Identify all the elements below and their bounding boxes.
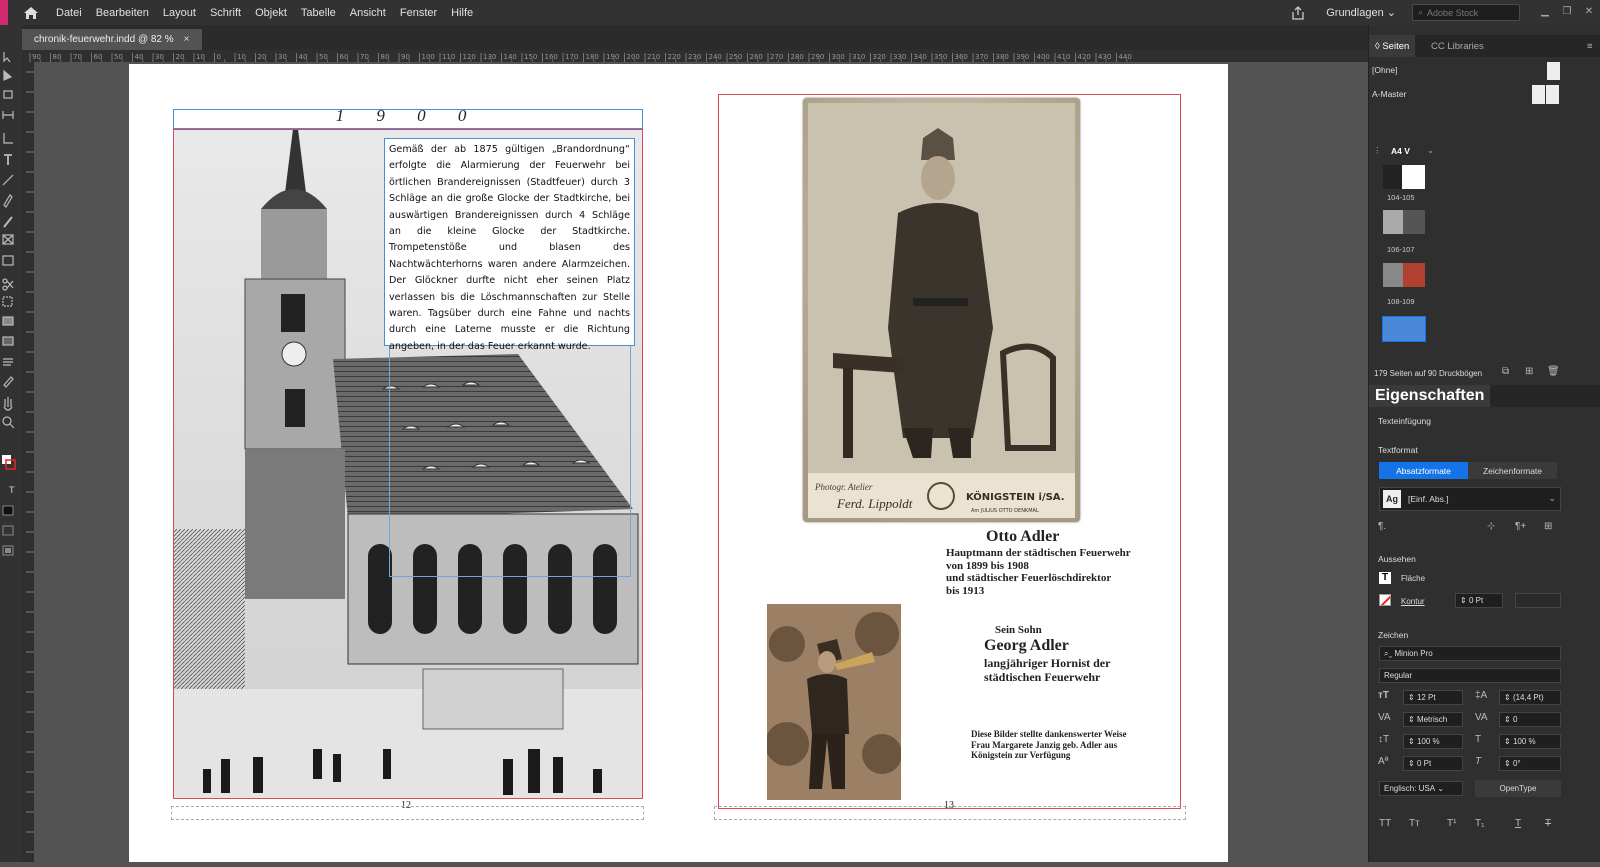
caption-otto-line-1: Hauptmann der städtischen Feuerwehr — [946, 547, 1131, 559]
character-label: Zeichen — [1378, 630, 1409, 640]
delete-page-icon[interactable]: 🗑 — [1547, 366, 1560, 377]
ruler-tick-label: 110 — [442, 53, 456, 61]
pencil-tool-icon — [4, 217, 12, 227]
skew-field[interactable]: ⇕ 0° — [1499, 756, 1561, 771]
type-tool-icon — [4, 155, 12, 165]
chevron-down-icon: ⌄ — [1548, 493, 1556, 503]
all-caps-icon[interactable]: TT — [1379, 818, 1392, 829]
scissors-icon — [3, 279, 7, 283]
ruler-tick-label: 200 — [626, 53, 640, 61]
kerning-field[interactable]: ⇕ Metrisch — [1403, 712, 1463, 727]
caption-otto-line-3: und städtischer Feuerlöschdirektor — [946, 572, 1112, 584]
leading-icon: ‡A — [1475, 690, 1488, 701]
app-logo[interactable] — [0, 0, 8, 25]
document-tab[interactable] — [22, 29, 202, 50]
ruler-tick-label: 150 — [524, 53, 538, 61]
footer-frame-left[interactable] — [171, 806, 644, 820]
caption-georg-line-1: langjähriger Hornist der — [984, 656, 1111, 670]
caption-otto-line-4: bis 1913 — [946, 584, 985, 597]
horizontal-ruler[interactable] — [22, 50, 1368, 62]
horizontal-scale-field[interactable]: ⇕ 100 % — [1499, 734, 1561, 749]
ruler-tick-label: 360 — [954, 53, 968, 61]
caption-georg-line-2: städtischen Feuerwehr — [984, 670, 1101, 684]
stroke-weight-field[interactable]: ⇕ 0 Pt — [1455, 593, 1503, 608]
ruler-tick-label: 230 — [688, 53, 702, 61]
gap-tool-icon — [3, 111, 13, 119]
style-dropdown[interactable] — [1379, 487, 1561, 511]
new-page-icon[interactable]: ⊞ — [1525, 366, 1534, 377]
ruler-tick-label: 310 — [852, 53, 866, 61]
ruler-tick-label: 90 — [32, 53, 41, 61]
vertical-ruler[interactable] — [22, 62, 34, 862]
line-tool-icon — [3, 175, 13, 185]
georg-adler-photo[interactable] — [767, 604, 901, 800]
font-style-dropdown[interactable]: Regular — [1379, 668, 1561, 683]
strikethrough-icon[interactable]: T — [1545, 818, 1552, 829]
context-label: Texteinfügung — [1378, 416, 1431, 426]
tab-pages[interactable]: ◊ Seiten — [1369, 35, 1415, 57]
caption-georg-name: Georg Adler — [984, 637, 1069, 654]
menu-objekt[interactable]: Objekt — [255, 6, 287, 19]
master-none[interactable]: [Ohne] — [1372, 65, 1398, 75]
menu-bar — [0, 0, 1600, 25]
direct-selection-tool-icon — [4, 71, 11, 80]
otto-adler-photo[interactable] — [803, 98, 1080, 522]
ruler-tick-label: 420 — [1077, 53, 1091, 61]
empty-text-frame[interactable] — [389, 342, 631, 577]
ruler-tick-label: 80 — [380, 53, 390, 61]
character-styles-button[interactable]: Zeichenformate — [1468, 462, 1557, 479]
document-tab-bar — [22, 25, 1368, 50]
superscript-icon[interactable]: T¹ — [1447, 818, 1457, 829]
panel-menu-icon[interactable]: ≡ — [1587, 40, 1593, 52]
ruler-tick-label: 280 — [790, 53, 804, 61]
ruler-tick-label: 180 — [585, 53, 599, 61]
free-transform-icon — [3, 297, 12, 306]
pages-summary: 179 Seiten auf 90 Druckbögen — [1374, 369, 1483, 378]
properties-tab-bar — [1369, 385, 1600, 407]
stroke-none-icon[interactable] — [1379, 594, 1391, 606]
close-window-icon[interactable]: ✕ — [1584, 5, 1594, 17]
ruler-tick-label: 50 — [114, 53, 123, 61]
ruler-tick-label: 390 — [1016, 53, 1030, 61]
ruler-tick-label: 120 — [462, 53, 476, 61]
content-collector-icon — [4, 133, 13, 143]
photo-credit — [971, 729, 1126, 761]
ruler-tick-label: 70 — [73, 53, 82, 61]
fill-text-icon[interactable]: T — [1379, 572, 1391, 584]
ruler-tick-label: 160 — [544, 53, 558, 61]
ruler-tick-label: 40 — [134, 53, 144, 61]
document-tab-title: chronik-feuerwehr.indd @ 82 % — [34, 34, 174, 45]
ruler-tick-label: 380 — [995, 53, 1009, 61]
tool-icons[interactable] — [0, 47, 22, 587]
note-tool-icon — [3, 359, 13, 365]
menu-hilfe[interactable]: Hilfe — [451, 6, 474, 19]
page-number-left: 12 — [401, 800, 411, 811]
menu-schrift[interactable]: Schrift — [209, 6, 242, 19]
hornist-illustration — [767, 604, 901, 800]
baseline-shift-icon: Aª — [1378, 756, 1389, 767]
page-list-icon: ⋮ — [1373, 145, 1382, 155]
preview-mode-icon — [3, 526, 13, 535]
ruler-tick-label: 440 — [1118, 53, 1132, 61]
ruler-tick-label: 80 — [52, 53, 62, 61]
ruler-tick-label: 260 — [749, 53, 763, 61]
language-dropdown[interactable]: Englisch: USA ⌄ — [1379, 781, 1463, 796]
ruler-tick-label: 400 — [1036, 53, 1050, 61]
body-text[interactable]: Gemäß der ab 1875 gültigen „Brandordnung“ erfolgte die Alarmierung der Feuerwehr bei örtlichen Brandereignissen (Stadtfeuer) durch 3 Schläge an die große Glocke der Stadtkirche, bei auswärtigen Brandereignissen durch 4 Schläge an die kleine Glocke der Stadtkirche. Trompetenstöße und blasen des Nachtwächterhorns waren andere Alarmzeichen. Der Glöckner durfte nicht eher seinen Platz verlassen bis die Löschmannschaften zur Stelle waren. Tagsüber durch eine Fahne und nachts durch eine Laterne musste er die Richtung angeben, in der das Feuer erkannt wurde. — [389, 144, 630, 352]
ruler-tick-label: 20 — [175, 53, 185, 61]
hand-tool-icon — [4, 397, 12, 410]
caption-georg-details — [984, 656, 1110, 684]
menu-tabelle[interactable]: Tabelle — [300, 6, 336, 19]
ruler-tick-label: 140 — [503, 53, 517, 61]
master-none-thumb[interactable] — [1547, 62, 1560, 80]
style-override-icon[interactable]: ¶+ — [1515, 521, 1527, 532]
workspace-switcher[interactable]: Grundlagen ⌄ — [1326, 7, 1396, 19]
ruler-tick-label: 290 — [811, 53, 825, 61]
opentype-button[interactable]: OpenType — [1475, 780, 1561, 797]
style-glyph-icon: Ag — [1383, 490, 1401, 508]
tab-properties[interactable]: Eigenschaften — [1369, 385, 1490, 407]
new-style-icon[interactable]: ⊞ — [1544, 521, 1553, 532]
ruler-tick-label: 40 — [298, 53, 308, 61]
ruler-tick-label: 220 — [667, 53, 681, 61]
kerning-icon: VA — [1378, 712, 1391, 723]
ruler-tick-label: 430 — [1098, 53, 1112, 61]
spread-label-108: 108-109 — [1387, 297, 1415, 306]
stock-search-input[interactable]: ⌕ Adobe Stock — [1412, 4, 1520, 21]
spread-thumb-106[interactable] — [1383, 210, 1425, 234]
spread-thumb-current[interactable] — [1383, 317, 1425, 341]
clear-overrides-icon[interactable]: ⊹ — [1487, 521, 1496, 532]
ruler-ticks — [22, 51, 1368, 62]
restore-icon[interactable]: ❐ — [1562, 5, 1572, 17]
ruler-tick-label: 10 — [196, 53, 205, 61]
pilcrow-icon[interactable]: ¶. — [1378, 521, 1387, 532]
ruler-tick-label: 210 — [647, 53, 661, 61]
ruler-tick-label: 190 — [606, 53, 620, 61]
credit-line-3: Königstein zur Verfügung — [971, 750, 1071, 761]
page-size-dropdown-icon[interactable]: ⌄ — [1427, 145, 1435, 155]
tab-cc-libraries[interactable]: CC Libraries — [1431, 40, 1484, 52]
ruler-tick-label: 320 — [872, 53, 886, 61]
master-a[interactable]: A-Master — [1372, 89, 1407, 99]
ruler-tick-label: 0 — [216, 53, 221, 61]
master-a-thumb-right[interactable] — [1546, 85, 1559, 104]
ruler-tick-label: 70 — [360, 53, 369, 61]
home-icon[interactable] — [22, 5, 40, 21]
vertical-scale-field[interactable]: ⇕ 100 % — [1403, 734, 1463, 749]
ruler-tick-label: 30 — [155, 53, 164, 61]
subscript-icon[interactable]: T₁ — [1475, 818, 1485, 829]
underline-icon[interactable]: T — [1515, 818, 1522, 829]
leading-field[interactable]: ⇕ (14,4 Pt) — [1499, 690, 1561, 705]
caption-otto-line-2: von 1899 bis 1908 — [946, 559, 1029, 572]
caption-otto-details — [946, 547, 1131, 597]
photo-imprint-left: Photogr. Atelier — [815, 482, 873, 492]
ruler-tick-label: 170 — [565, 53, 579, 61]
body-text-frame[interactable] — [384, 138, 635, 352]
ruler-tick-label: 20 — [257, 53, 267, 61]
menu-datei[interactable]: Datei — [56, 6, 82, 19]
ruler-tick-label: 240 — [708, 53, 722, 61]
stroke-type-dropdown[interactable] — [1515, 593, 1561, 608]
paragraph-styles-button[interactable]: Absatzformate — [1379, 462, 1468, 479]
document-canvas[interactable] — [34, 62, 1368, 862]
caption-georg-intro: Sein Sohn — [995, 624, 1042, 636]
portrait-illustration — [803, 98, 1080, 522]
pages-panel-tabs — [1369, 35, 1600, 57]
share-icon[interactable] — [1290, 5, 1310, 21]
ruler-tick-label: 30 — [278, 53, 287, 61]
appearance-label: Aussehen — [1378, 554, 1416, 564]
ruler-tick-label: 90 — [401, 53, 410, 61]
photo-imprint-right: KÖNIGSTEIN i/SA. — [966, 492, 1065, 503]
normal-mode-icon — [3, 506, 13, 515]
tracking-field[interactable]: ⇕ 0 — [1499, 712, 1561, 727]
caption-otto-name: Otto Adler — [986, 528, 1060, 545]
font-size-field[interactable]: ⇕ 12 Pt — [1403, 690, 1463, 705]
tracking-icon: VA — [1475, 712, 1488, 723]
style-value: [Einf. Abs.] — [1408, 494, 1449, 504]
right-panel — [1368, 25, 1600, 862]
horizontal-scale-icon: T — [1475, 734, 1482, 745]
pen-tool-icon — [4, 195, 12, 207]
ruler-tick-label: 410 — [1057, 53, 1071, 61]
ruler-tick-label: 350 — [934, 53, 948, 61]
minimize-icon[interactable]: ▁ — [1541, 5, 1549, 17]
vertical-scale-icon: ↕T — [1378, 734, 1390, 745]
close-tab-icon[interactable]: × — [183, 34, 190, 45]
menu-bearbeiten[interactable]: Bearbeiten — [95, 6, 149, 19]
ruler-tick-label: 340 — [913, 53, 927, 61]
spread-label-104: 104-105 — [1387, 193, 1415, 202]
footer-frame-right[interactable] — [714, 806, 1186, 820]
ruler-tick-label: 370 — [975, 53, 989, 61]
master-a-thumb-left[interactable] — [1532, 85, 1545, 104]
ruler-tick-label: 60 — [339, 53, 349, 61]
edit-page-size-icon[interactable]: ⧉ — [1502, 366, 1510, 377]
font-family-dropdown[interactable]: ⌕⌄ Minion Pro — [1379, 646, 1561, 661]
gradient-swatch-icon — [3, 317, 13, 325]
fill-label: Fläche — [1401, 574, 1426, 583]
stroke-label[interactable]: Kontur — [1401, 597, 1425, 606]
ruler-tick-label: 330 — [893, 53, 907, 61]
credit-line-1: Diese Bilder stellte dankenswerter Weise — [971, 729, 1127, 739]
ruler-tick-label: 270 — [770, 53, 784, 61]
small-caps-icon[interactable]: Tᴛ — [1409, 818, 1420, 829]
menu-layout[interactable]: Layout — [162, 6, 196, 19]
credit-line-2: Frau Margarete Janzig geb. Adler aus — [971, 739, 1118, 750]
photo-imprint-sign: Ferd. Lippoldt — [837, 496, 913, 511]
photo-imprint-sub: Am JULIUS OTTO DENKMAL — [971, 508, 1039, 514]
textformat-label: Textformat — [1378, 445, 1418, 455]
spread-thumb-108[interactable] — [1383, 263, 1425, 287]
eyedropper-icon — [4, 377, 13, 387]
page-tool-icon — [4, 91, 12, 98]
search-icon: ⌕⌄ — [1384, 648, 1395, 658]
format-text-icon: T — [9, 486, 15, 496]
selection-tool-icon — [4, 52, 10, 62]
spread-label-106: 106-107 — [1387, 245, 1415, 254]
menu-fenster[interactable]: Fenster — [399, 6, 438, 19]
search-icon: ⌕ — [1418, 7, 1424, 17]
skew-icon: T — [1475, 756, 1482, 767]
menu-ansicht[interactable]: Ansicht — [349, 6, 386, 19]
zoom-tool-icon — [3, 417, 11, 425]
vertical-ruler-ticks — [22, 62, 34, 862]
page-size-label[interactable]: A4 V — [1391, 146, 1410, 156]
ruler-tick-label: 130 — [483, 53, 497, 61]
font-size-icon: ᴛT — [1378, 690, 1390, 701]
tools-panel — [0, 25, 22, 862]
ruler-tick-label: 250 — [729, 53, 743, 61]
baseline-shift-field[interactable]: ⇕ 0 Pt — [1403, 756, 1463, 771]
ruler-tick-label: 50 — [319, 53, 328, 61]
ruler-tick-label: 100 — [421, 53, 435, 61]
year-heading: 1 9 0 0 — [335, 106, 481, 125]
rectangle-tool-icon — [3, 256, 13, 265]
ruler-tick-label: 10 — [237, 53, 246, 61]
ruler-tick-label: 60 — [93, 53, 103, 61]
ruler-tick-label: 300 — [831, 53, 845, 61]
spread-thumb-104[interactable] — [1383, 165, 1425, 189]
gradient-feather-icon — [3, 337, 13, 345]
page-number-right: 13 — [944, 800, 954, 811]
